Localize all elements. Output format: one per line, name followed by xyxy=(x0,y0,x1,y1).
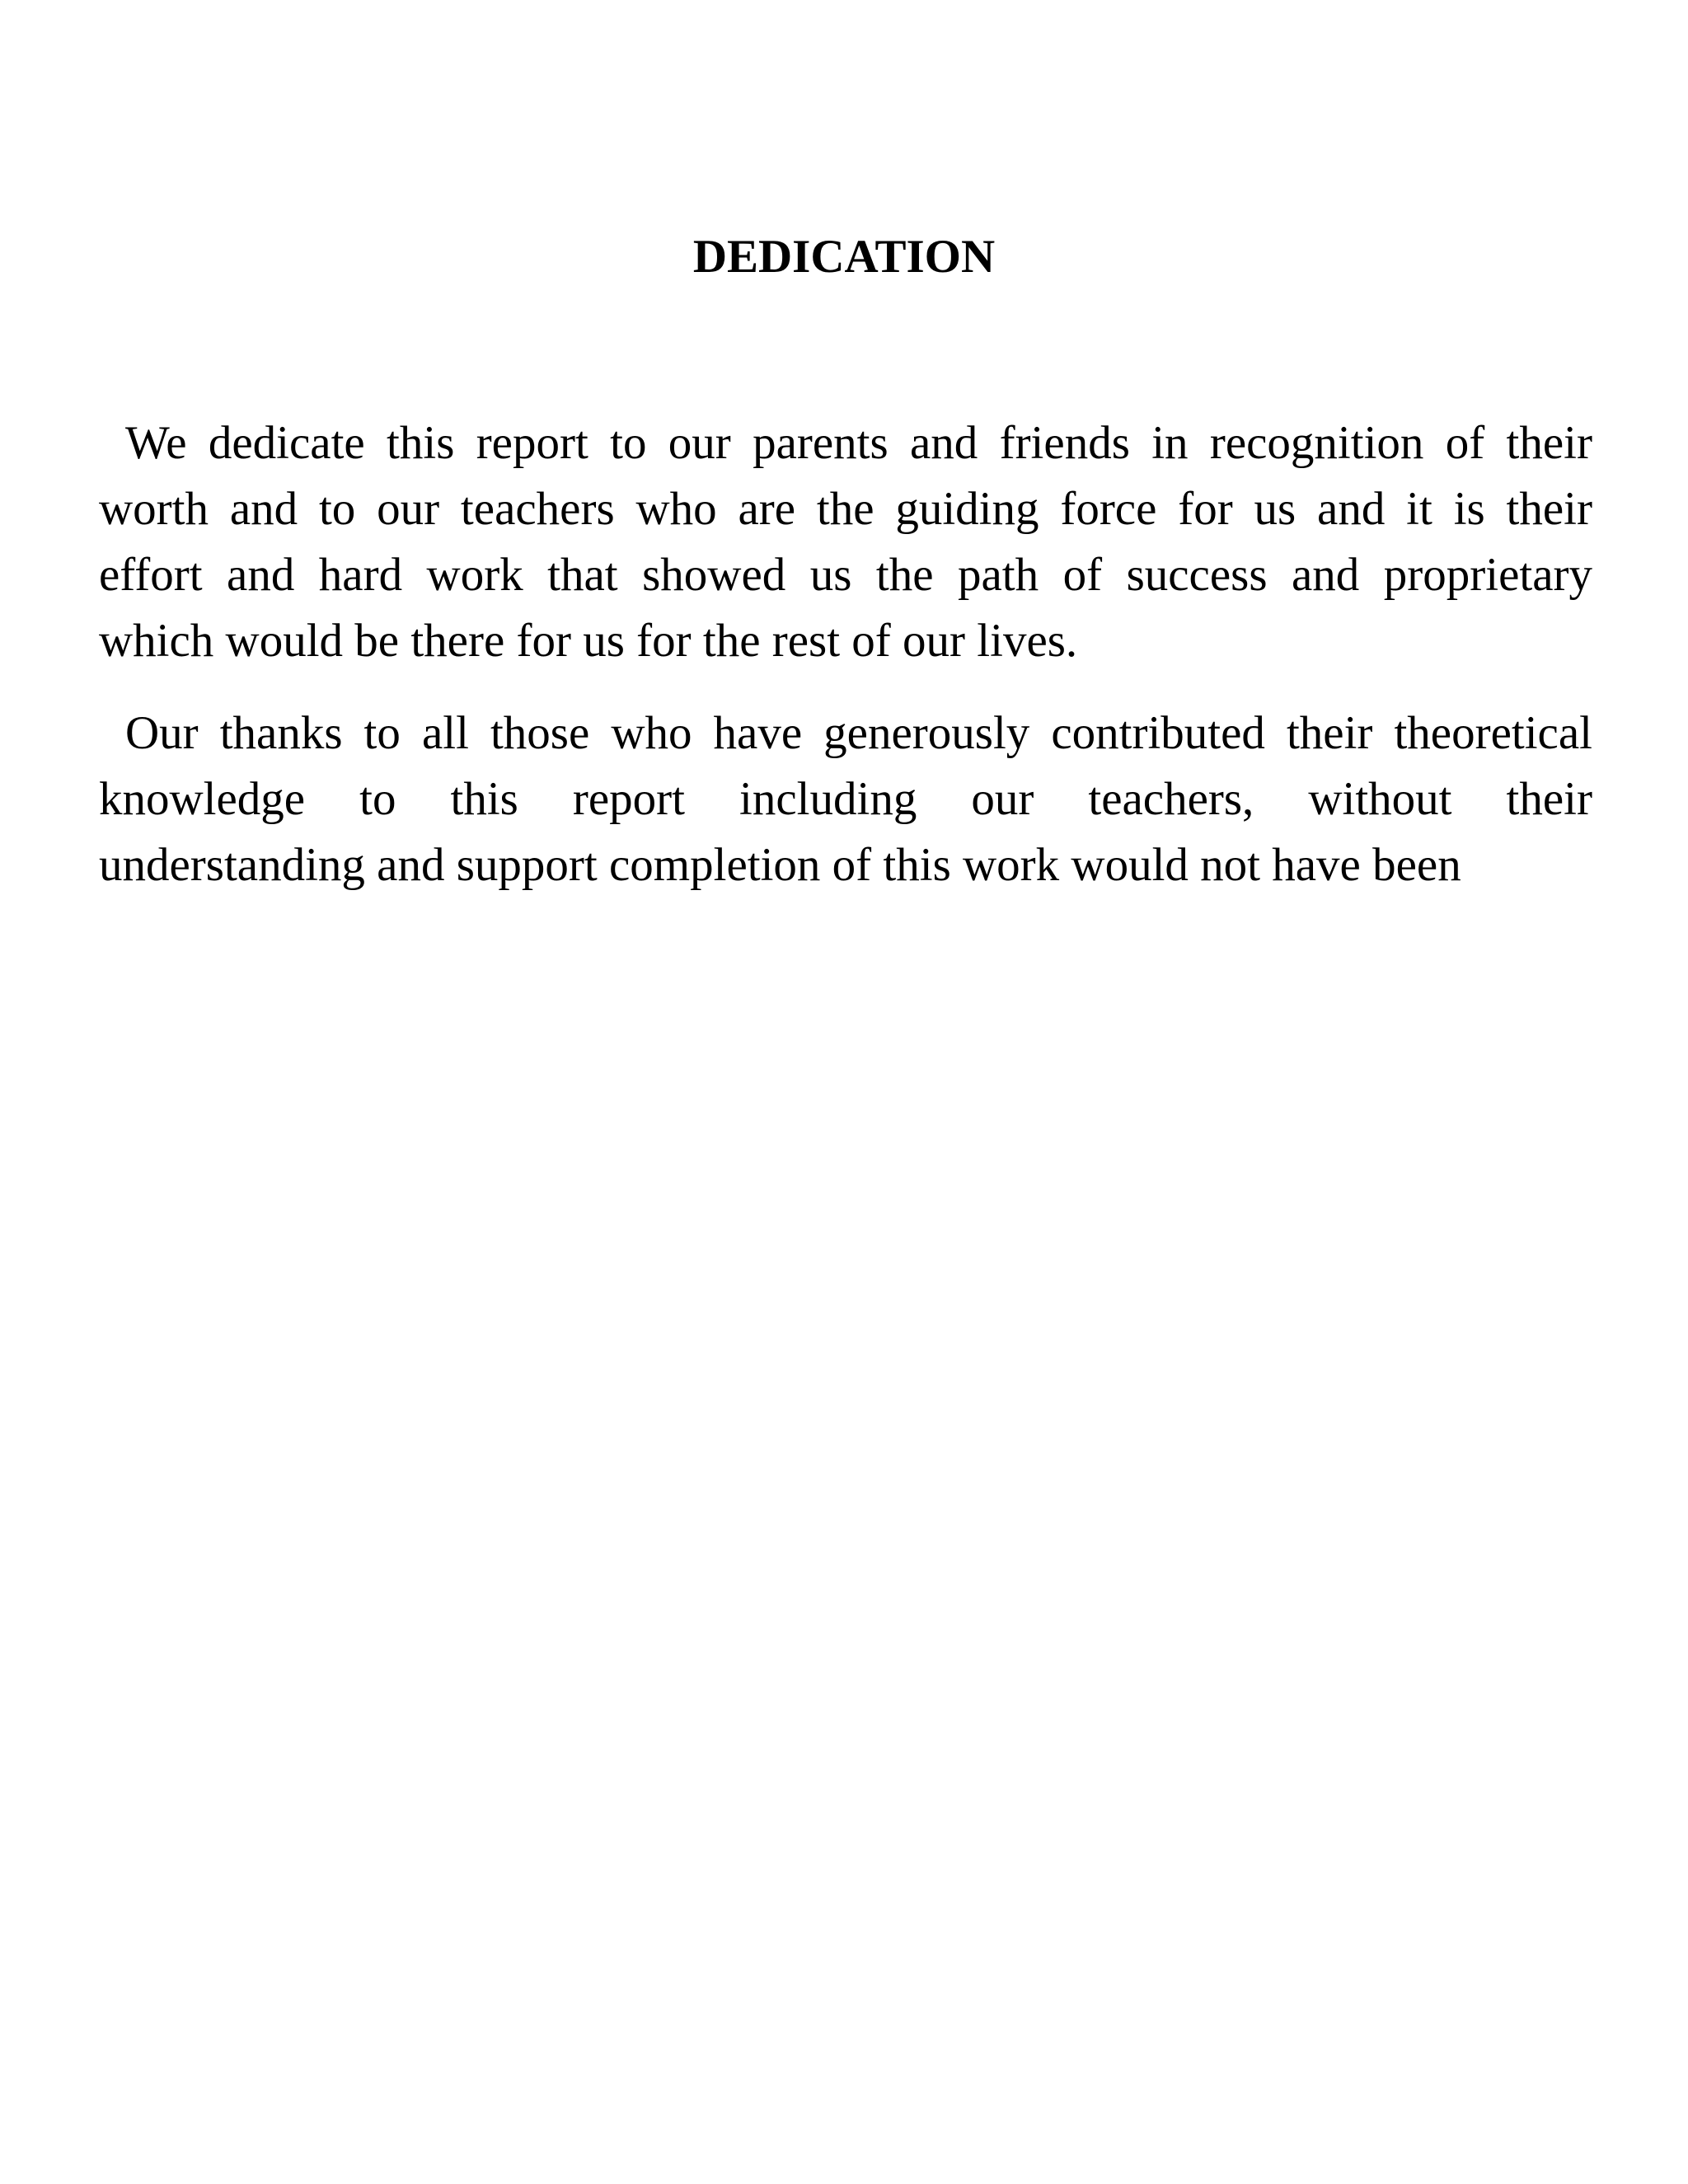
paragraph-line: effort and hard work that showed us the path of success and proprietary xyxy=(99,549,1592,601)
paragraph-line: worth and to our teachers who are the guiding force for us and it is their xyxy=(99,483,1592,535)
paragraph-line: which would be there for us for the rest of our lives. xyxy=(99,615,1078,667)
paragraph-line: We dedicate this report to our parents and friends in recognition of their xyxy=(125,417,1592,469)
paragraph-line: understanding and support completion of this work would not have been xyxy=(99,839,1461,891)
paragraph-thanks xyxy=(99,701,1592,898)
paragraph-line: Our thanks to all those who have generously contributed their theoretical xyxy=(125,707,1592,759)
page-title: DEDICATION xyxy=(692,231,996,283)
paragraph-line: knowledge to this report including our teachers, without their xyxy=(99,773,1592,825)
paragraph-dedication xyxy=(99,410,1592,674)
